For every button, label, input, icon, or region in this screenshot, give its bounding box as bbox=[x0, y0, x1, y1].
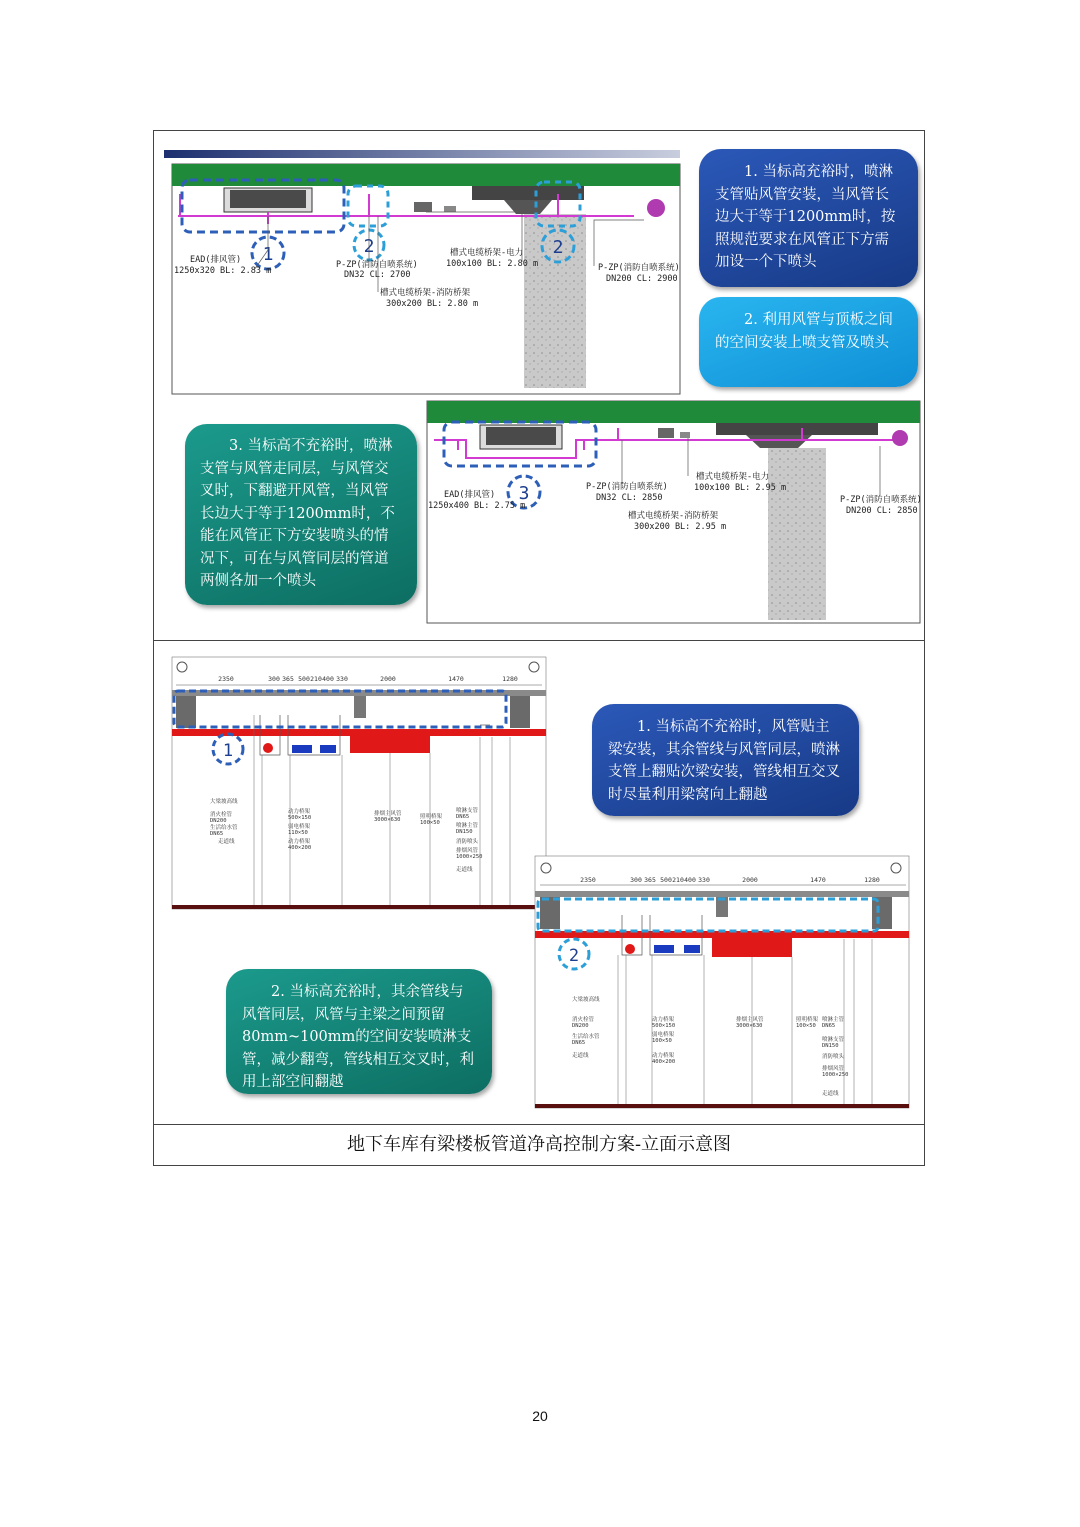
annotation-text: 动力桥架 bbox=[652, 1017, 675, 1023]
annotation-text: DN200 CL: 2900 bbox=[606, 274, 678, 284]
section-divider bbox=[153, 640, 925, 641]
dimension-label: 365 bbox=[282, 675, 294, 683]
fire-tray bbox=[680, 432, 690, 438]
floor-line bbox=[535, 1104, 909, 1108]
dimension-label: 300 bbox=[268, 675, 280, 683]
hydrant-pipe bbox=[263, 743, 273, 753]
annotation-text: DN200 bbox=[572, 1023, 589, 1029]
dimension-label: 300 bbox=[630, 876, 642, 884]
figure-caption: 地下车库有梁楼板管道净高控制方案-立面示意图 bbox=[346, 1134, 732, 1155]
dimension-label: 400 bbox=[684, 876, 696, 884]
marker-number: 2 bbox=[568, 946, 580, 966]
exhaust-duct bbox=[712, 931, 792, 957]
annotation-text: 100×50 bbox=[796, 1023, 816, 1029]
dimension-label: 365 bbox=[644, 876, 656, 884]
dimension-label: 2350 bbox=[580, 876, 596, 884]
annotation-text: 喷淋支管 bbox=[822, 1037, 845, 1043]
annotation-text: 1250x320 BL: 2.83 m bbox=[174, 266, 272, 276]
annotation-text: 300x200 BL: 2.95 m bbox=[634, 522, 727, 532]
annotation-text: 大梁坡高线 bbox=[210, 799, 238, 805]
annotation-text: DN200 bbox=[210, 818, 227, 824]
main-sprinkler-pipe bbox=[892, 430, 908, 446]
upper-drawing-2 bbox=[426, 400, 922, 626]
main-beam bbox=[716, 423, 878, 435]
dimension-label: 2000 bbox=[742, 876, 758, 884]
dimension-label: 500 bbox=[660, 876, 672, 884]
annotation-text: 3000×630 bbox=[374, 817, 401, 823]
page-number: 20 bbox=[532, 1408, 548, 1424]
annotation-text: 生活给水管 bbox=[572, 1034, 600, 1040]
upper-drawing-1 bbox=[164, 150, 684, 396]
dimension-label: 330 bbox=[698, 876, 710, 884]
title-bar bbox=[164, 150, 680, 158]
dimension-label: 2350 bbox=[218, 675, 234, 683]
power-tray bbox=[292, 745, 312, 753]
annotation-text: DN150 bbox=[456, 829, 473, 835]
annotation-text: 槽式电缆桥架-电力 bbox=[696, 472, 770, 482]
annotation-text: DN65 bbox=[210, 831, 224, 837]
annotation-text: P-ZP(消防自喷系统) bbox=[336, 260, 418, 270]
dimension-label: 500 bbox=[298, 675, 310, 683]
lower-drawing-1 bbox=[170, 655, 550, 913]
annotation-text: 100×50 bbox=[652, 1038, 672, 1044]
floor-line bbox=[172, 905, 546, 909]
dimension-label: 2000 bbox=[380, 675, 396, 683]
annotation-text: 排烟主风管 bbox=[736, 1017, 764, 1023]
marker-number: 3 bbox=[518, 483, 530, 504]
annotation-text: 走道线 bbox=[456, 867, 473, 873]
annotation-text: 照明桥架 bbox=[796, 1017, 819, 1023]
annotation-text: 动力桥架 bbox=[288, 839, 311, 845]
duct-body bbox=[486, 427, 556, 445]
power-tray bbox=[654, 945, 674, 953]
slab bbox=[535, 891, 909, 897]
annotation-text: P-ZP(消防自喷系统) bbox=[598, 263, 680, 273]
annotation-text: 喷淋支管 bbox=[456, 808, 479, 814]
annotation-text: 100×50 bbox=[420, 820, 440, 826]
annotation-text: 照明桥架 bbox=[420, 814, 443, 820]
annotation-text: DN32 CL: 2850 bbox=[596, 493, 663, 503]
annotation-text: 动力桥架 bbox=[652, 1053, 675, 1059]
annotation-text: 槽式电缆桥架-电力 bbox=[450, 248, 524, 258]
lower-drawing-2 bbox=[534, 855, 912, 1111]
annotation-text: 走道线 bbox=[822, 1091, 839, 1097]
annotation-text: 动力桥架 bbox=[288, 809, 311, 815]
marker-number: 2 bbox=[363, 236, 375, 257]
dimension-label: 330 bbox=[336, 675, 348, 683]
annotation-text: 弱电桥架 bbox=[652, 1032, 675, 1038]
annotation-text: 110×50 bbox=[288, 830, 308, 836]
marker-number: 1 bbox=[262, 244, 274, 265]
note-bubble-5: 2. 当标高充裕时，其余管线与风管同层，风管与主梁之间预留80mm~100mm的空间安装喷淋支管，减少翻弯，管线相互交叉时，利用上部空间翻越 bbox=[226, 969, 492, 1094]
note-bubble-3: 3. 当标高不充裕时，喷淋支管与风管走同层，与风管交叉时，下翻避开风管，当风管长边大于等于1200mm时，不能在风管正下方安装喷头的情况下，可在与风管同层的管道两侧各加一个喷头 bbox=[185, 424, 417, 605]
annotation-text: 500×150 bbox=[288, 815, 312, 821]
annotation-text: 300x200 BL: 2.80 m bbox=[386, 299, 479, 309]
annotation-text: 槽式电缆桥架-消防桥架 bbox=[628, 511, 719, 521]
duct-body bbox=[230, 190, 306, 208]
annotation-text: 1000×250 bbox=[822, 1072, 849, 1078]
annotation-text: 排烟风管 bbox=[822, 1066, 845, 1072]
dimension-label: 1280 bbox=[864, 876, 880, 884]
annotation-text: 1250x400 BL: 2.75 m bbox=[428, 501, 526, 511]
annotation-text: P-ZP(消防自喷系统) bbox=[840, 495, 922, 505]
annotation-text: 100x100 BL: 2.95 m bbox=[694, 483, 787, 493]
main-beam bbox=[176, 696, 196, 728]
floor-slab bbox=[427, 401, 920, 423]
annotation-text: DN65 bbox=[822, 1023, 836, 1029]
annotation-text: 喷淋主管 bbox=[822, 1017, 845, 1023]
power-tray bbox=[658, 428, 674, 438]
annotation-text: 走道线 bbox=[218, 839, 235, 845]
exhaust-duct bbox=[350, 729, 430, 753]
annotation-text: 400×200 bbox=[288, 845, 312, 851]
annotation-text: 消防喷头 bbox=[822, 1054, 845, 1060]
dimension-label: 210 bbox=[310, 675, 322, 683]
annotation-text: 500×150 bbox=[652, 1023, 676, 1029]
main-beam bbox=[872, 897, 892, 929]
annotation-text: 槽式电缆桥架-消防桥架 bbox=[380, 288, 471, 298]
annotation-text: 消防喷头 bbox=[456, 839, 479, 845]
main-beam bbox=[472, 186, 584, 200]
annotation-text: 弱电桥架 bbox=[288, 824, 311, 830]
marker-number: 2 bbox=[552, 237, 564, 258]
annotation-text: 3000×630 bbox=[736, 1023, 763, 1029]
main-sprinkler-pipe bbox=[647, 199, 665, 217]
annotation-text: 400×200 bbox=[652, 1059, 676, 1065]
hydrant-pipe bbox=[625, 944, 635, 954]
dimension-label: 400 bbox=[322, 675, 334, 683]
fire-tray bbox=[444, 206, 456, 212]
annotation-text: DN65 bbox=[456, 814, 470, 820]
annotation-text: 消火栓管 bbox=[210, 812, 233, 818]
note-bubble-2: 2. 利用风管与顶板之间的空间安装上喷支管及喷头 bbox=[699, 297, 918, 387]
annotation-text: 消火栓管 bbox=[572, 1017, 595, 1023]
floor-slab bbox=[172, 164, 680, 186]
weak-tray bbox=[684, 945, 700, 953]
power-tray bbox=[414, 202, 432, 212]
annotation-text: 100x100 BL: 2.80 m bbox=[446, 259, 539, 269]
annotation-text: DN200 CL: 2850 bbox=[846, 506, 918, 516]
annotation-text: 排烟风管 bbox=[456, 848, 479, 854]
dimension-label: 1470 bbox=[810, 876, 826, 884]
annotation-text: DN32 CL: 2700 bbox=[344, 270, 411, 280]
annotation-text: 走道线 bbox=[572, 1053, 589, 1059]
annotation-text: P-ZP(消防自喷系统) bbox=[586, 482, 668, 492]
marker-number: 1 bbox=[222, 741, 234, 761]
annotation-text: EAD(排风管) bbox=[190, 255, 242, 265]
concrete-column bbox=[768, 448, 826, 620]
secondary-beam bbox=[354, 696, 366, 718]
main-beam bbox=[510, 696, 530, 728]
annotation-text: 生活给水管 bbox=[210, 825, 238, 831]
annotation-text: EAD(排风管) bbox=[444, 490, 496, 500]
weak-tray bbox=[320, 745, 336, 753]
note-bubble-1: 1. 当标高充裕时，喷淋支管贴风管安装，当风管长边大于等于1200mm时，按照规范要求在风管正下方需加设一个下喷头 bbox=[699, 149, 918, 287]
main-beam bbox=[540, 897, 560, 929]
annotation-text: 1000×250 bbox=[456, 854, 483, 860]
dimension-label: 1470 bbox=[448, 675, 464, 683]
dimension-label: 210 bbox=[672, 876, 684, 884]
annotation-text: 大梁坡高线 bbox=[572, 997, 600, 1003]
annotation-text: 排烟主风管 bbox=[374, 811, 402, 817]
annotation-text: DN150 bbox=[822, 1043, 839, 1049]
annotation-text: DN65 bbox=[572, 1040, 586, 1046]
note-bubble-4: 1. 当标高不充裕时，风管贴主梁安装，其余管线与风管同层，喷淋支管上翻贴次梁安装，管线相互交叉时尽量利用梁窝向上翻越 bbox=[592, 704, 859, 816]
annotation-text: 喷淋主管 bbox=[456, 823, 479, 829]
dimension-label: 1280 bbox=[502, 675, 518, 683]
